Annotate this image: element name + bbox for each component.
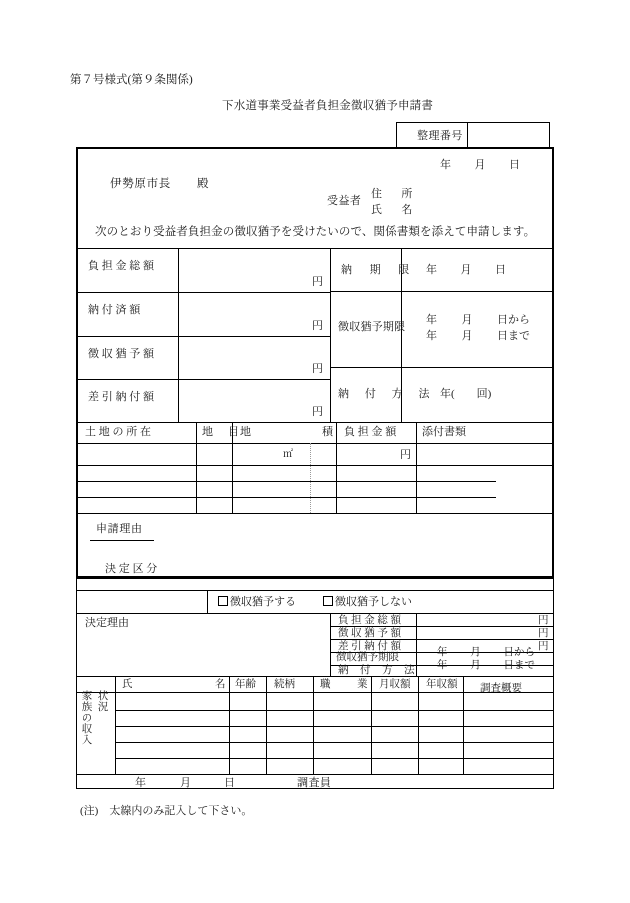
page-title: 下水道事業受益者負担金徴収猶予申請書 bbox=[222, 100, 434, 112]
decision-payment-method-label: 納 付 方 法 bbox=[338, 665, 416, 676]
family-header-age: 年齢 bbox=[235, 679, 256, 690]
decision-option-deny-label: 徴収猶予しない bbox=[335, 596, 412, 608]
decision-grace-from[interactable] bbox=[437, 648, 535, 659]
decision-grace-label: 徴収猶予期限 bbox=[336, 652, 399, 663]
decision-amount-label-2: 差 引 納 付 額 bbox=[338, 641, 401, 652]
family-header-survey: 調査概要 bbox=[480, 683, 522, 694]
decision-grace-from-year: 年 bbox=[437, 647, 448, 658]
amount-label-3: 差 引 納 付 額 bbox=[88, 391, 154, 403]
family-status-vertical-label: 状況 bbox=[96, 690, 108, 712]
land-header-location: 土 地 の 所 在 bbox=[85, 426, 151, 438]
date-day-label: 日 bbox=[509, 159, 520, 171]
family-header-monthly: 月収額 bbox=[379, 679, 411, 690]
family-header-name-left: 氏 bbox=[122, 679, 133, 690]
family-header-relation: 続柄 bbox=[274, 679, 295, 690]
decision-amount-label-1: 徴 収 猶 予 額 bbox=[338, 628, 401, 639]
grace-to-year: 年 bbox=[426, 330, 437, 342]
form-number: 第７号様式(第９条関係) bbox=[70, 74, 193, 86]
family-income-vertical-label: 家族の収入 bbox=[80, 690, 92, 745]
date-month-label: 月 bbox=[474, 159, 486, 171]
checkbox-grant-icon[interactable] bbox=[218, 596, 228, 606]
amount-label-2: 徴 収 猶 予 額 bbox=[88, 348, 154, 360]
decision-amount-label-0: 負 担 金 総 額 bbox=[338, 615, 401, 626]
amount-label-1: 納 付 済 額 bbox=[88, 304, 141, 316]
due-date-year: 年 bbox=[426, 264, 437, 276]
decision-option-deny[interactable] bbox=[323, 596, 412, 608]
due-date-day: 日 bbox=[495, 264, 506, 276]
decision-amount-unit-1: 円 bbox=[538, 628, 549, 639]
addressee-label: 伊勢原市長 bbox=[110, 178, 171, 190]
decision-reason-label: 決定理由 bbox=[85, 617, 129, 629]
survey-day-label: 日 bbox=[224, 777, 235, 789]
beneficiary-label: 受益者 bbox=[327, 195, 362, 207]
grace-period-from[interactable] bbox=[426, 315, 530, 326]
honorific-label: 殿 bbox=[197, 178, 209, 190]
decision-grace-to-year: 年 bbox=[437, 660, 448, 671]
grace-from-day: 日から bbox=[497, 314, 530, 326]
family-header-annual: 年収額 bbox=[426, 679, 458, 690]
family-header-job-right: 業 bbox=[357, 679, 368, 690]
decision-category-label: 決 定 区 分 bbox=[105, 563, 158, 575]
reference-number-label: 整理番号 bbox=[417, 130, 463, 142]
decision-grace-to-day: 日まで bbox=[503, 660, 535, 671]
family-header-job-left: 職 bbox=[320, 679, 331, 690]
grace-period-label: 徴収猶予期限 bbox=[338, 321, 406, 333]
land-header-charge: 負 担 金 額 bbox=[344, 426, 397, 438]
payment-method-value[interactable]: 年( 回) bbox=[440, 388, 492, 400]
decision-amount-unit-2: 円 bbox=[538, 641, 549, 652]
decision-grace-from-month: 月 bbox=[470, 647, 481, 658]
footer-note: (注) 太線内のみ記入して下さい。 bbox=[80, 805, 253, 817]
decision-amount-unit-0: 円 bbox=[538, 615, 549, 626]
grace-period-to[interactable] bbox=[426, 331, 530, 342]
application-reason-label: 申請理由 bbox=[96, 523, 143, 535]
decision-option-grant-label: 徴収猶予する bbox=[230, 596, 296, 608]
amount-unit-3: 円 bbox=[312, 406, 323, 418]
checkbox-deny-icon[interactable] bbox=[323, 596, 333, 606]
land-header-attachments: 添付書類 bbox=[422, 426, 466, 438]
due-date-value[interactable] bbox=[426, 265, 506, 276]
decision-grace-from-day: 日から bbox=[503, 647, 535, 658]
decision-grace-to[interactable] bbox=[437, 661, 535, 672]
due-date-month: 月 bbox=[460, 264, 472, 276]
land-area-unit: ㎡ bbox=[283, 449, 293, 460]
survey-year-label: 年 bbox=[135, 777, 146, 789]
grace-to-day: 日まで bbox=[497, 330, 530, 342]
application-reason-underline bbox=[90, 540, 154, 541]
beneficiary-address-label: 住 所 bbox=[371, 188, 417, 200]
application-date bbox=[440, 160, 520, 171]
beneficiary-name-label: 氏 名 bbox=[371, 204, 417, 216]
grace-from-year: 年 bbox=[426, 314, 437, 326]
family-header-name-right: 名 bbox=[215, 679, 226, 690]
land-header-area-left: 地 bbox=[240, 426, 251, 438]
land-header-area-right: 積 bbox=[322, 426, 333, 438]
amount-unit-0: 円 bbox=[312, 276, 323, 288]
land-charge-unit: 円 bbox=[400, 449, 411, 461]
decision-option-grant[interactable] bbox=[218, 596, 296, 608]
due-date-label: 納 期 限 bbox=[341, 264, 413, 276]
land-header-category: 地 目 bbox=[202, 426, 241, 438]
date-year-label: 年 bbox=[440, 159, 451, 171]
survey-month-label: 月 bbox=[180, 777, 191, 789]
investigator-label: 調査員 bbox=[297, 777, 332, 789]
intro-text: 次のとおり受益者負担金の徴収猶予を受けたいので、関係書類を添えて申請します。 bbox=[95, 226, 536, 238]
grace-to-month: 月 bbox=[461, 330, 473, 342]
payment-method-label: 納 付 方 法 bbox=[338, 388, 432, 400]
grace-from-month: 月 bbox=[461, 314, 473, 326]
decision-grace-to-month: 月 bbox=[470, 660, 481, 671]
amount-unit-2: 円 bbox=[312, 363, 323, 375]
amount-label-0: 負 担 金 総 額 bbox=[88, 260, 154, 272]
amount-unit-1: 円 bbox=[312, 320, 323, 332]
